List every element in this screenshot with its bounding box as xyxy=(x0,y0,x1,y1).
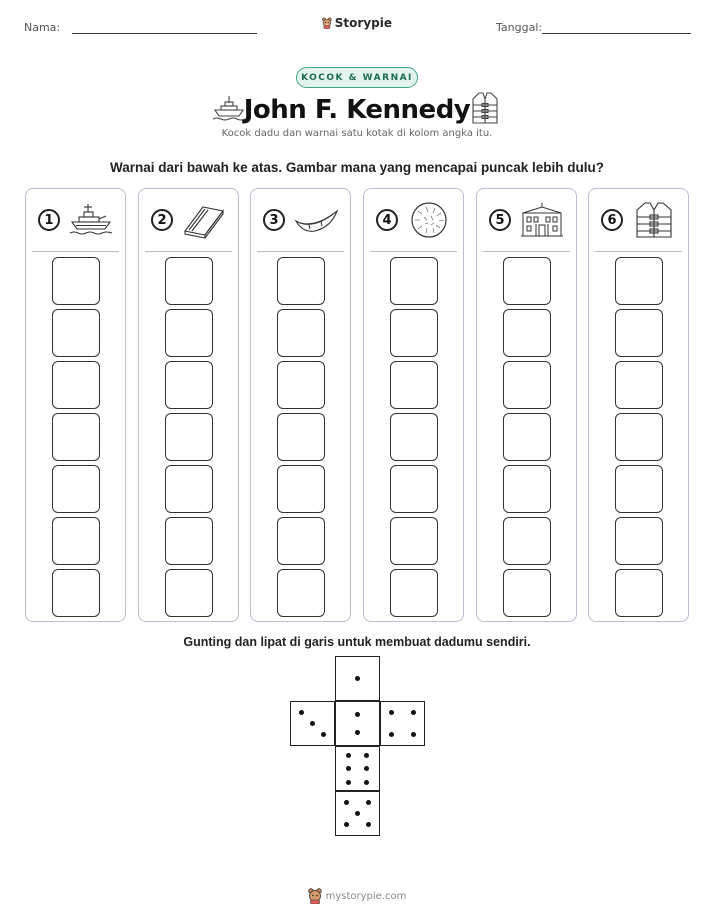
color-box[interactable] xyxy=(277,361,325,409)
name-label: Nama: xyxy=(24,21,61,34)
column-header xyxy=(26,189,125,249)
color-box[interactable] xyxy=(52,569,100,617)
navy-boat-icon xyxy=(68,201,114,239)
subtitle: Kocok dadu dan warnai satu kotak di kolom angka itu. xyxy=(221,128,493,139)
page-title: John F. Kennedy xyxy=(243,95,471,125)
color-box[interactable] xyxy=(52,517,100,565)
column-1 xyxy=(25,188,126,622)
color-box[interactable] xyxy=(503,569,551,617)
dice-pip xyxy=(355,730,360,735)
book-icon xyxy=(181,201,227,239)
color-box[interactable] xyxy=(165,465,213,513)
color-box[interactable] xyxy=(165,413,213,461)
color-box[interactable] xyxy=(615,413,663,461)
dice-pip xyxy=(389,710,394,715)
color-box[interactable] xyxy=(615,569,663,617)
color-box[interactable] xyxy=(165,361,213,409)
brand-logo xyxy=(322,12,392,34)
dice-pip xyxy=(344,800,349,805)
color-box[interactable] xyxy=(390,361,438,409)
dice-pip xyxy=(411,732,416,737)
color-box[interactable] xyxy=(165,569,213,617)
column-4 xyxy=(363,188,464,622)
column-header xyxy=(589,189,688,249)
color-box[interactable] xyxy=(277,309,325,357)
color-box[interactable] xyxy=(277,257,325,305)
dice-face-1 xyxy=(335,656,380,701)
color-box[interactable] xyxy=(390,413,438,461)
column-2 xyxy=(138,188,239,622)
dice-pip xyxy=(411,710,416,715)
brand-name: Storypie xyxy=(334,16,392,30)
color-box[interactable] xyxy=(615,361,663,409)
color-box[interactable] xyxy=(165,517,213,565)
color-box[interactable] xyxy=(503,361,551,409)
color-box[interactable] xyxy=(390,465,438,513)
column-5 xyxy=(476,188,577,622)
color-box[interactable] xyxy=(277,465,325,513)
name-line[interactable] xyxy=(72,33,257,34)
color-box[interactable] xyxy=(390,309,438,357)
dice-pip xyxy=(364,780,369,785)
column-number: 3 xyxy=(263,209,285,231)
color-box[interactable] xyxy=(390,569,438,617)
dice-pip xyxy=(389,732,394,737)
date-label: Tanggal: xyxy=(496,21,543,34)
color-box[interactable] xyxy=(503,413,551,461)
column-3 xyxy=(250,188,351,622)
color-box[interactable] xyxy=(615,257,663,305)
dice-face-2 xyxy=(335,701,380,746)
dice-face-5 xyxy=(335,791,380,836)
color-box[interactable] xyxy=(165,309,213,357)
column-divider xyxy=(32,251,119,252)
footer xyxy=(0,888,714,904)
dice-face-4 xyxy=(380,701,425,746)
footer-url[interactable]: mystorypie.com xyxy=(325,890,407,902)
dice-pip xyxy=(346,753,351,758)
life-jacket-icon xyxy=(470,91,500,125)
dice-pip xyxy=(344,822,349,827)
color-box[interactable] xyxy=(52,361,100,409)
color-box[interactable] xyxy=(615,465,663,513)
color-box[interactable] xyxy=(390,517,438,565)
white-house-icon xyxy=(519,201,565,239)
column-number: 6 xyxy=(601,209,623,231)
dice-pip xyxy=(366,800,371,805)
color-box[interactable] xyxy=(52,257,100,305)
color-box[interactable] xyxy=(615,517,663,565)
color-box[interactable] xyxy=(503,465,551,513)
dice-face-6 xyxy=(335,746,380,791)
column-header xyxy=(477,189,576,249)
column-number: 4 xyxy=(376,209,398,231)
dice-pip xyxy=(366,822,371,827)
column-divider xyxy=(370,251,457,252)
bear-icon xyxy=(308,888,322,904)
dice-pip xyxy=(346,766,351,771)
dice-pip xyxy=(355,811,360,816)
column-divider xyxy=(595,251,682,252)
color-box[interactable] xyxy=(503,309,551,357)
column-number: 2 xyxy=(151,209,173,231)
color-box[interactable] xyxy=(52,413,100,461)
dice-pip xyxy=(355,712,360,717)
color-box[interactable] xyxy=(52,465,100,513)
dice-face-3 xyxy=(290,701,335,746)
column-6 xyxy=(588,188,689,622)
color-box[interactable] xyxy=(615,309,663,357)
column-divider xyxy=(257,251,344,252)
column-divider xyxy=(483,251,570,252)
column-header xyxy=(139,189,238,249)
coconut-icon xyxy=(406,201,452,239)
column-number: 1 xyxy=(38,209,60,231)
color-box[interactable] xyxy=(277,569,325,617)
cut-instruction: Gunting dan lipat di garis untuk membuat dadumu sendiri. xyxy=(183,635,531,649)
color-box[interactable] xyxy=(503,257,551,305)
column-header xyxy=(364,189,463,249)
color-box[interactable] xyxy=(52,309,100,357)
bear-icon xyxy=(322,15,332,31)
date-line[interactable] xyxy=(542,33,691,34)
color-box[interactable] xyxy=(277,413,325,461)
color-box[interactable] xyxy=(390,257,438,305)
dice-pip xyxy=(346,780,351,785)
activity-badge: KOCOK & WARNAI xyxy=(296,67,418,88)
color-box[interactable] xyxy=(165,257,213,305)
life-jacket-icon xyxy=(631,201,677,239)
dice-pip xyxy=(310,721,315,726)
dice-pip xyxy=(364,753,369,758)
color-box[interactable] xyxy=(503,517,551,565)
column-header xyxy=(251,189,350,249)
canoe-icon xyxy=(293,201,339,239)
color-box[interactable] xyxy=(277,517,325,565)
column-number: 5 xyxy=(489,209,511,231)
dice-pip xyxy=(355,676,360,681)
dice-pip xyxy=(321,732,326,737)
dice-pip xyxy=(364,766,369,771)
column-divider xyxy=(145,251,232,252)
dice-pip xyxy=(299,710,304,715)
dice-net xyxy=(290,656,425,836)
instruction-text: Warnai dari bawah ke atas. Gambar mana yang mencapai puncak lebih dulu? xyxy=(110,160,604,175)
